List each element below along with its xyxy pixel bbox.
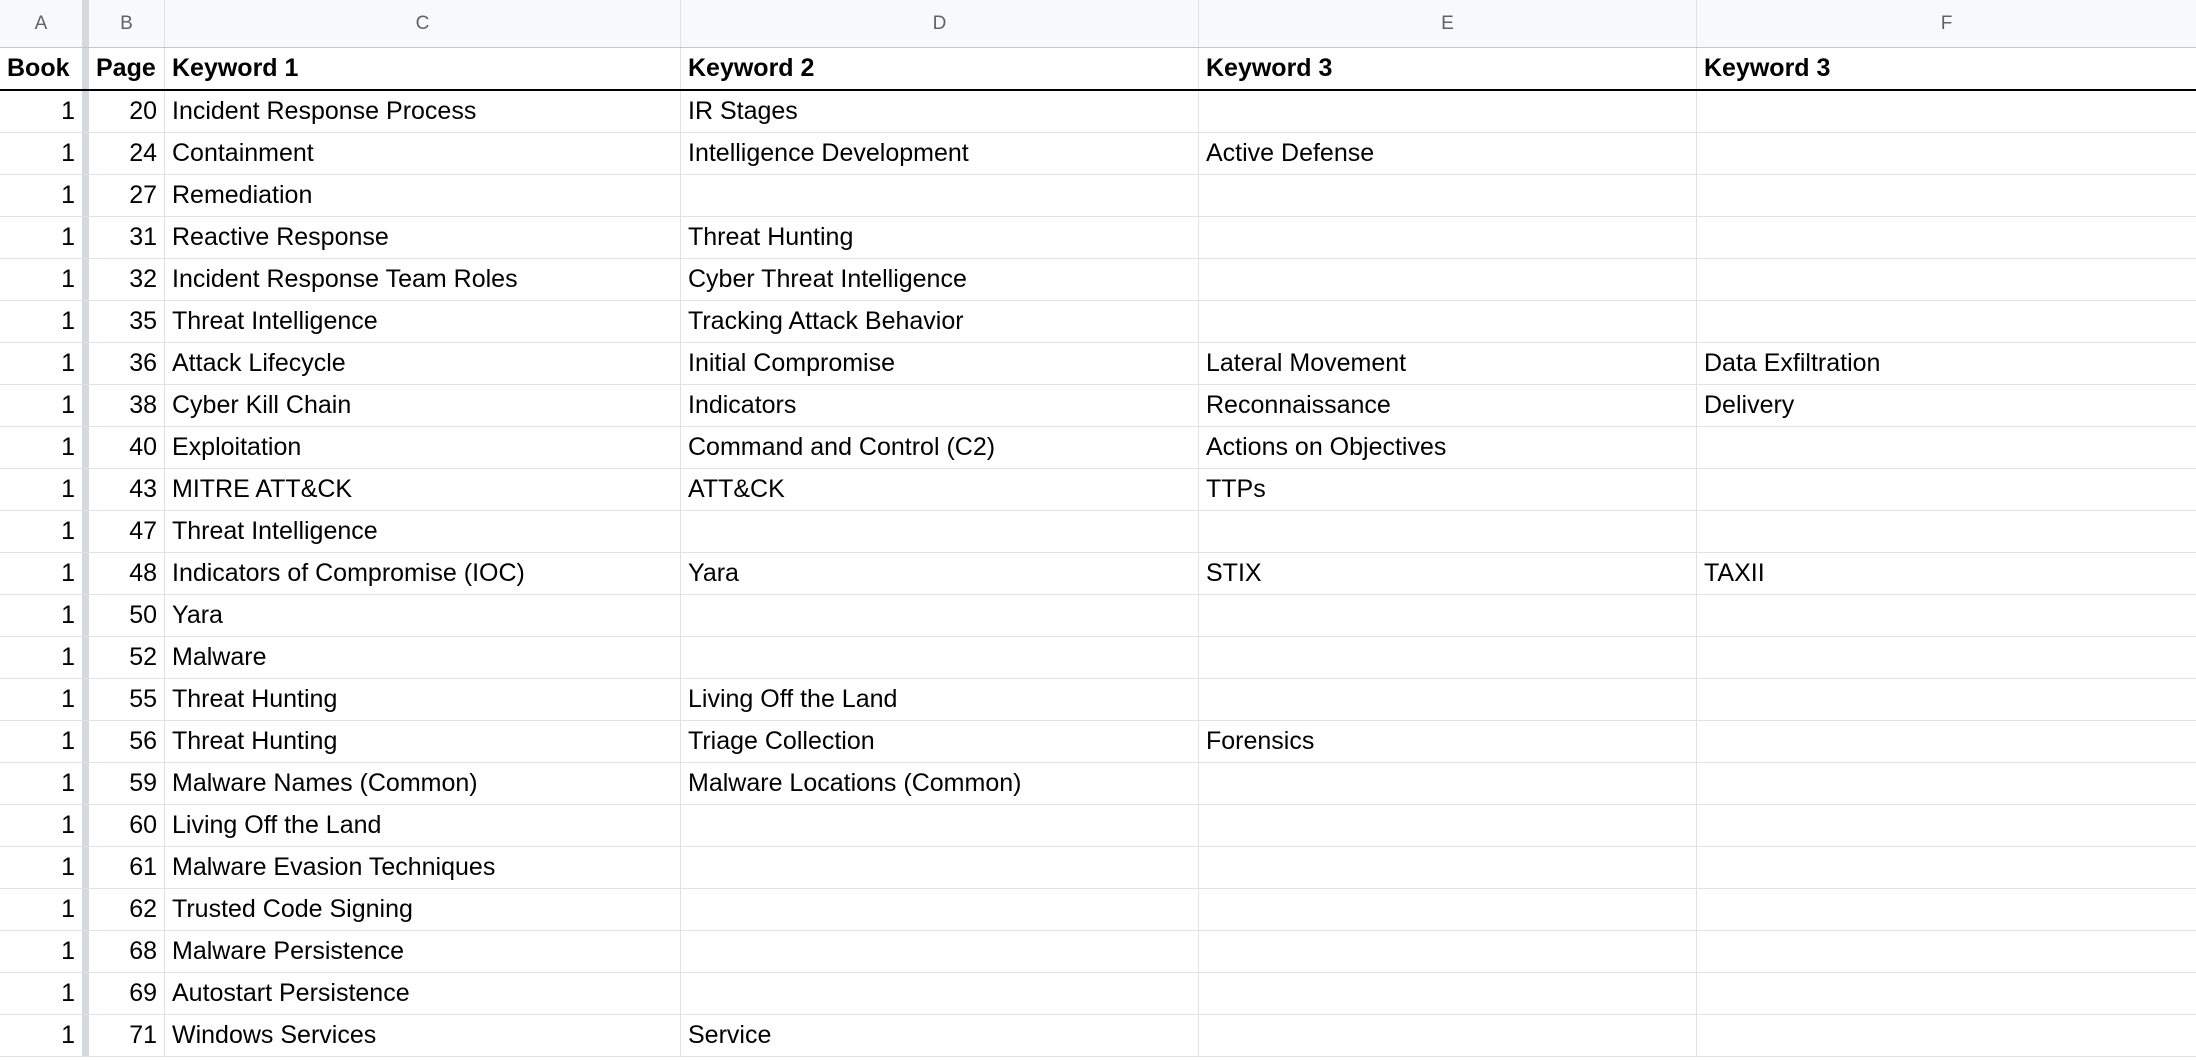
table-row <box>0 973 2196 1015</box>
table-cell[interactable] <box>1697 847 2196 888</box>
table-cell[interactable]: Cyber Kill Chain <box>165 385 681 426</box>
table-cell[interactable]: Reactive Response <box>165 217 681 258</box>
table-cell[interactable]: Yara <box>681 553 1199 594</box>
column-header-bar <box>0 0 2196 48</box>
freeze-divider <box>82 889 89 930</box>
table-row <box>0 763 2196 805</box>
table-cell[interactable] <box>1697 175 2196 216</box>
freeze-divider <box>82 553 89 594</box>
table-cell[interactable]: 69 <box>89 973 165 1014</box>
table-cell[interactable]: 1 <box>61 307 75 335</box>
header-cell[interactable]: Book <box>7 54 70 82</box>
table-cell[interactable]: Threat Intelligence <box>165 511 681 552</box>
table-cell[interactable]: Threat Hunting <box>681 217 1199 258</box>
table-cell[interactable]: 1 <box>61 433 75 461</box>
column-header-a[interactable]: A <box>34 12 48 34</box>
table-cell[interactable]: 1 <box>61 181 75 209</box>
table-cell[interactable] <box>681 805 1199 846</box>
table-cell[interactable]: IR Stages <box>681 91 1199 132</box>
table-cell[interactable]: Command and Control (C2) <box>681 427 1199 468</box>
table-cell[interactable]: 62 <box>89 889 165 930</box>
header-row <box>0 48 2196 91</box>
table-row <box>0 595 2196 637</box>
table-cell[interactable] <box>681 931 1199 972</box>
freeze-divider <box>82 91 89 132</box>
header-cell[interactable]: Keyword 1 <box>165 48 681 89</box>
freeze-divider[interactable] <box>82 0 89 47</box>
freeze-divider <box>82 595 89 636</box>
column-header-b[interactable]: B <box>89 0 165 47</box>
table-cell[interactable] <box>1199 511 1697 552</box>
table-cell[interactable]: STIX <box>1199 553 1697 594</box>
table-row <box>0 511 2196 553</box>
table-row <box>0 301 2196 343</box>
table-cell[interactable]: 71 <box>89 1015 165 1056</box>
freeze-divider <box>82 931 89 972</box>
table-cell[interactable]: 1 <box>61 685 75 713</box>
table-row <box>0 259 2196 301</box>
table-cell[interactable]: Reconnaissance <box>1199 385 1697 426</box>
table-row <box>0 637 2196 679</box>
column-header-d[interactable]: D <box>681 0 1199 47</box>
table-cell[interactable]: 24 <box>89 133 165 174</box>
header-cell[interactable]: Page <box>89 48 165 89</box>
table-cell[interactable]: Malware Persistence <box>165 931 681 972</box>
table-cell[interactable] <box>1199 301 1697 342</box>
table-cell[interactable]: 56 <box>89 721 165 762</box>
table-cell[interactable]: Threat Hunting <box>165 721 681 762</box>
table-cell[interactable]: 1 <box>61 391 75 419</box>
table-cell[interactable]: Living Off the Land <box>165 805 681 846</box>
table-cell[interactable]: Malware Locations (Common) <box>681 763 1199 804</box>
table-cell[interactable] <box>1199 889 1697 930</box>
table-cell[interactable]: 1 <box>61 895 75 923</box>
table-cell[interactable]: Incident Response Process <box>165 91 681 132</box>
freeze-divider <box>82 847 89 888</box>
freeze-divider <box>82 259 89 300</box>
table-cell[interactable]: 1 <box>61 517 75 545</box>
table-cell[interactable] <box>1199 679 1697 720</box>
table-cell[interactable] <box>1697 217 2196 258</box>
table-cell[interactable]: 1 <box>61 979 75 1007</box>
table-row <box>0 175 2196 217</box>
table-cell[interactable]: 31 <box>89 217 165 258</box>
freeze-divider <box>82 679 89 720</box>
table-cell[interactable]: 38 <box>89 385 165 426</box>
freeze-divider <box>82 469 89 510</box>
table-cell[interactable] <box>1697 469 2196 510</box>
table-row <box>0 133 2196 175</box>
column-header-e[interactable]: E <box>1199 0 1697 47</box>
table-cell[interactable]: 40 <box>89 427 165 468</box>
table-row <box>0 217 2196 259</box>
table-cell[interactable] <box>1199 763 1697 804</box>
table-cell[interactable]: 1 <box>61 349 75 377</box>
freeze-divider <box>82 301 89 342</box>
table-cell[interactable]: 35 <box>89 301 165 342</box>
table-cell[interactable]: Trusted Code Signing <box>165 889 681 930</box>
table-cell[interactable]: 1 <box>61 559 75 587</box>
freeze-divider <box>82 427 89 468</box>
table-cell[interactable]: 27 <box>89 175 165 216</box>
table-cell[interactable]: Active Defense <box>1199 133 1697 174</box>
freeze-divider <box>82 217 89 258</box>
table-cell[interactable]: Initial Compromise <box>681 343 1199 384</box>
freeze-divider <box>82 175 89 216</box>
table-cell[interactable] <box>1697 427 2196 468</box>
table-cell[interactable]: 1 <box>61 727 75 755</box>
table-cell[interactable]: MITRE ATT&CK <box>165 469 681 510</box>
table-cell[interactable] <box>681 973 1199 1014</box>
table-cell[interactable]: ATT&CK <box>681 469 1199 510</box>
table-cell[interactable]: 55 <box>89 679 165 720</box>
table-cell[interactable] <box>1199 1015 1697 1056</box>
table-cell[interactable]: 1 <box>61 601 75 629</box>
table-cell[interactable]: Autostart Persistence <box>165 973 681 1014</box>
table-cell[interactable]: Actions on Objectives <box>1199 427 1697 468</box>
table-row <box>0 427 2196 469</box>
table-cell[interactable]: 52 <box>89 637 165 678</box>
freeze-divider <box>82 343 89 384</box>
table-cell[interactable] <box>1199 175 1697 216</box>
table-cell[interactable]: 1 <box>61 769 75 797</box>
column-header-c[interactable]: C <box>165 0 681 47</box>
table-cell[interactable]: Malware <box>165 637 681 678</box>
table-cell[interactable] <box>681 595 1199 636</box>
table-cell[interactable]: Attack Lifecycle <box>165 343 681 384</box>
table-cell[interactable]: 60 <box>89 805 165 846</box>
table-cell[interactable] <box>1697 595 2196 636</box>
table-row <box>0 469 2196 511</box>
table-cell[interactable]: Yara <box>165 595 681 636</box>
table-cell[interactable]: 68 <box>89 931 165 972</box>
table-cell[interactable]: Lateral Movement <box>1199 343 1697 384</box>
table-cell[interactable]: 1 <box>61 937 75 965</box>
table-cell[interactable] <box>681 847 1199 888</box>
table-cell[interactable] <box>1199 217 1697 258</box>
table-cell[interactable]: Data Exfiltration <box>1704 349 1881 377</box>
table-cell[interactable]: Service <box>681 1015 1199 1056</box>
table-cell[interactable] <box>1697 721 2196 762</box>
table-cell[interactable] <box>1697 763 2196 804</box>
table-cell[interactable]: Indicators of Compromise (IOC) <box>165 553 681 594</box>
table-cell[interactable]: Living Off the Land <box>681 679 1199 720</box>
table-cell[interactable]: 32 <box>89 259 165 300</box>
table-cell[interactable] <box>1697 931 2196 972</box>
table-cell[interactable]: Remediation <box>165 175 681 216</box>
table-row <box>0 931 2196 973</box>
table-row <box>0 805 2196 847</box>
table-cell[interactable]: Triage Collection <box>681 721 1199 762</box>
table-cell[interactable]: 1 <box>61 97 75 125</box>
freeze-divider <box>82 385 89 426</box>
freeze-divider <box>82 48 89 89</box>
table-cell[interactable]: Threat Hunting <box>165 679 681 720</box>
table-row <box>0 847 2196 889</box>
table-cell[interactable] <box>1697 259 2196 300</box>
table-row <box>0 679 2196 721</box>
table-cell[interactable] <box>1199 805 1697 846</box>
table-cell[interactable]: 1 <box>61 811 75 839</box>
freeze-divider <box>82 637 89 678</box>
freeze-divider <box>82 973 89 1014</box>
table-cell[interactable]: Containment <box>165 133 681 174</box>
table-cell[interactable]: TTPs <box>1199 469 1697 510</box>
freeze-divider <box>82 721 89 762</box>
table-cell[interactable]: 48 <box>89 553 165 594</box>
table-cell[interactable]: 1 <box>61 475 75 503</box>
table-cell[interactable] <box>681 511 1199 552</box>
table-cell[interactable]: TAXII <box>1704 559 1765 587</box>
table-cell[interactable] <box>1697 679 2196 720</box>
table-cell[interactable]: Malware Names (Common) <box>165 763 681 804</box>
table-cell[interactable] <box>1199 91 1697 132</box>
table-cell[interactable] <box>681 637 1199 678</box>
table-cell[interactable]: 20 <box>89 91 165 132</box>
freeze-divider <box>82 1015 89 1056</box>
table-cell[interactable]: Exploitation <box>165 427 681 468</box>
table-cell[interactable]: Threat Intelligence <box>165 301 681 342</box>
table-cell[interactable]: 43 <box>89 469 165 510</box>
column-header-f[interactable]: F <box>1940 12 1953 34</box>
table-row <box>0 343 2196 385</box>
table-row <box>0 1015 2196 1057</box>
table-cell[interactable] <box>1697 889 2196 930</box>
freeze-divider <box>82 511 89 552</box>
table-cell[interactable] <box>1199 931 1697 972</box>
freeze-divider <box>82 805 89 846</box>
table-cell[interactable]: 1 <box>61 223 75 251</box>
table-row <box>0 91 2196 133</box>
table-cell[interactable] <box>1697 637 2196 678</box>
cell-grid <box>0 48 2196 1057</box>
table-cell[interactable]: Incident Response Team Roles <box>165 259 681 300</box>
table-cell[interactable] <box>1697 301 2196 342</box>
header-cell[interactable]: Keyword 3 <box>1704 54 1831 82</box>
table-cell[interactable] <box>1199 259 1697 300</box>
table-cell[interactable]: 36 <box>89 343 165 384</box>
freeze-divider <box>82 133 89 174</box>
table-cell[interactable] <box>1199 637 1697 678</box>
table-cell[interactable] <box>1697 805 2196 846</box>
table-cell[interactable]: Forensics <box>1199 721 1697 762</box>
header-cell[interactable]: Keyword 3 <box>1199 48 1697 89</box>
table-row <box>0 721 2196 763</box>
table-cell[interactable] <box>681 889 1199 930</box>
table-cell[interactable]: 1 <box>61 853 75 881</box>
table-cell[interactable]: 50 <box>89 595 165 636</box>
table-cell[interactable]: 1 <box>61 265 75 293</box>
table-cell[interactable] <box>1199 847 1697 888</box>
table-cell[interactable]: 1 <box>61 643 75 671</box>
freeze-divider <box>82 763 89 804</box>
table-cell[interactable] <box>1697 91 2196 132</box>
table-cell[interactable]: 47 <box>89 511 165 552</box>
table-row <box>0 889 2196 931</box>
table-cell[interactable]: Intelligence Development <box>681 133 1199 174</box>
header-cell[interactable]: Keyword 2 <box>681 48 1199 89</box>
table-cell[interactable]: Delivery <box>1704 391 1795 419</box>
table-cell[interactable]: 1 <box>61 139 75 167</box>
table-cell[interactable]: Indicators <box>681 385 1199 426</box>
table-cell[interactable]: 61 <box>89 847 165 888</box>
table-cell[interactable]: Malware Evasion Techniques <box>165 847 681 888</box>
table-cell[interactable] <box>1697 511 2196 552</box>
table-cell[interactable] <box>1697 1015 2196 1056</box>
table-cell[interactable] <box>1199 595 1697 636</box>
table-cell[interactable] <box>1697 133 2196 174</box>
table-cell[interactable] <box>1199 973 1697 1014</box>
table-cell[interactable]: Windows Services <box>165 1015 681 1056</box>
table-cell[interactable]: 1 <box>61 1021 75 1049</box>
table-cell[interactable]: 59 <box>89 763 165 804</box>
table-row <box>0 553 2196 595</box>
table-cell[interactable] <box>1697 973 2196 1014</box>
table-row <box>0 385 2196 427</box>
table-cell[interactable]: Tracking Attack Behavior <box>681 301 1199 342</box>
table-cell[interactable]: Cyber Threat Intelligence <box>681 259 1199 300</box>
table-cell[interactable] <box>681 175 1199 216</box>
